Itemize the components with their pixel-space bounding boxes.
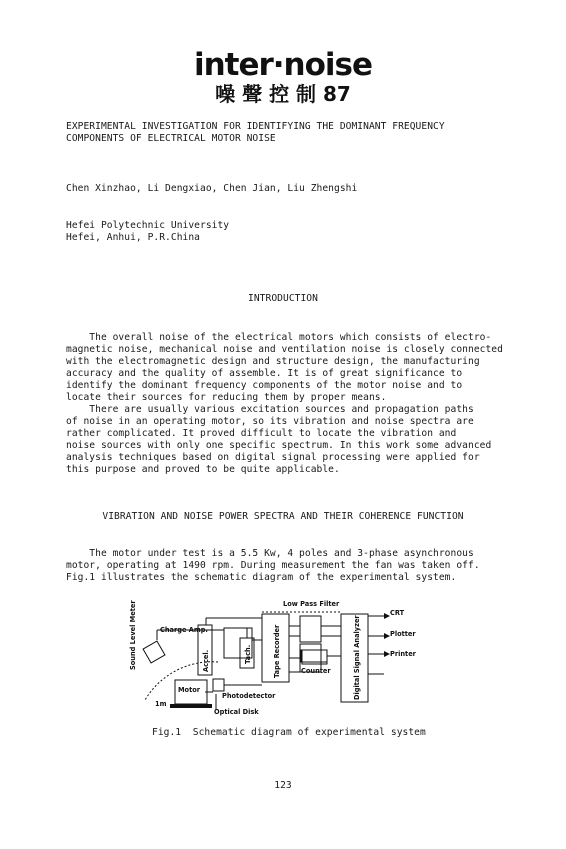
body-line: rather complicated. It proved difficult to locate the vibration and (66, 428, 457, 439)
label-low-pass-filter: Low Pass Filter (283, 600, 340, 608)
motor-base (170, 704, 212, 708)
body-line: accuracy and the quality of assemble. It is of great significance to (66, 368, 463, 379)
label-plotter: Plotter (390, 630, 416, 638)
body-line: of noise in an operating motor, so its vibration and noise spectra are (66, 416, 474, 427)
label-sound-level-meter: Sound Level Meter (129, 600, 137, 670)
label-tape-recorder: Tape Recorder (273, 624, 281, 678)
label-digital-signal-analyzer: Digital Signal Analyzer (353, 615, 361, 700)
label-tach: Tach. (244, 644, 252, 664)
section-heading-spectra: VIBRATION AND NOISE POWER SPECTRA AND THEIR COHERENCE FUNCTION (102, 511, 464, 522)
body-line: The motor under test is a 5.5 Kw, 4 poles and 3-phase asynchronous (66, 548, 474, 559)
affiliation-line-1: Hefei Polytechnic University (66, 220, 230, 231)
conference-subtitle: 噪 聲 控 制 87 (215, 82, 351, 106)
label-optical-disk: Optical Disk (214, 708, 259, 716)
section-heading-introduction: INTRODUCTION (248, 293, 318, 304)
paper-title-line-1: EXPERIMENTAL INVESTIGATION FOR IDENTIFYING THE DOMINANT FREQUENCY (66, 121, 445, 132)
body-line: The overall noise of the electrical motors which consists of electro- (66, 332, 492, 343)
page-number: 123 (274, 780, 292, 791)
affiliation-line-2: Hefei, Anhui, P.R.China (66, 232, 200, 243)
body-line: analysis techniques based on digital signal processing were applied for (66, 452, 480, 463)
paper-title-line-2: COMPONENTS OF ELECTRICAL MOTOR NOISE (66, 133, 276, 144)
figure-caption: Fig.1 Schematic diagram of experimental system (152, 727, 426, 738)
body-line: There are usually various excitation sources and propagation paths (66, 404, 474, 415)
conference-logo: inter·noise (193, 47, 373, 83)
label-charge-amp: Charge Amp. (160, 626, 208, 634)
body-line: this purpose and proved to be quite applicable. (66, 464, 340, 475)
body-line: with the electromagnetic design and structure design, the manufacturing (66, 356, 480, 367)
paper-authors: Chen Xinzhao, Li Dengxiao, Chen Jian, Liu Zhengshi (66, 183, 358, 194)
body-line: identify the dominant frequency components of the motor noise and to (66, 380, 463, 391)
label-photodetector: Photodetector (222, 692, 276, 700)
body-line: locate their sources for reducing them by proper means. (66, 392, 387, 403)
body-line: noise sources with only one specific spectrum. In this work some advanced (66, 440, 492, 451)
label-crt: CRT (390, 609, 405, 617)
body-line: motor, operating at 1490 rpm. During measurement the fan was taken off. (66, 560, 480, 571)
label-counter: Counter (301, 667, 331, 675)
label-motor: Motor (178, 686, 201, 694)
label-one-meter: 1m (155, 700, 167, 708)
label-printer: Printer (390, 650, 416, 658)
body-line: Fig.1 illustrates the schematic diagram of the experimental system. (66, 572, 457, 583)
body-line: magnetic noise, mechanical noise and ventilation noise is closely connected (66, 344, 503, 355)
label-accel: Accel. (202, 649, 210, 672)
